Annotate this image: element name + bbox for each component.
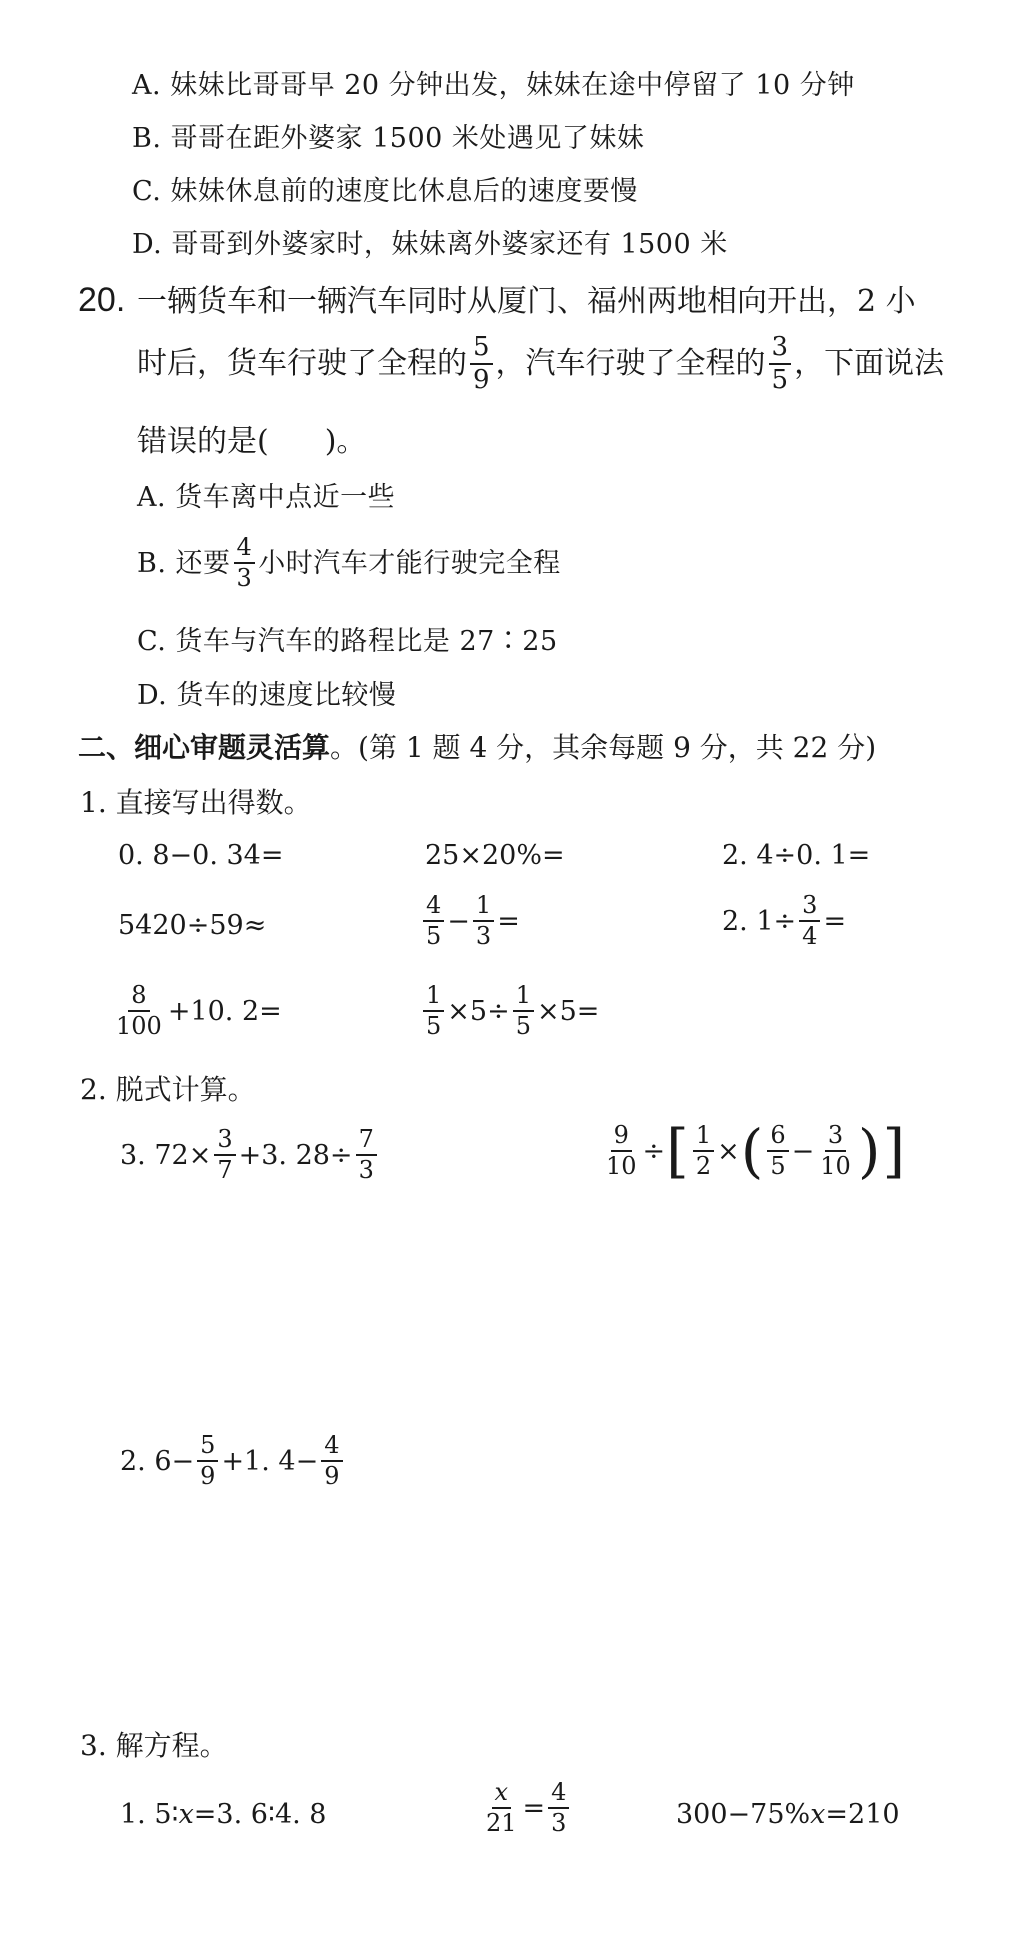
frac-denominator: 100 [116, 1012, 162, 1041]
fraction [113, 983, 165, 1039]
section-2-note: 。(第 1 题 4 分，其余每题 9 分，共 22 分) [330, 731, 877, 764]
q19-option-a: A. 妹妹比哥哥早 20 分钟出发，妹妹在途中停留了 10 分钟 [132, 70, 855, 101]
frac-denominator: 5 [771, 365, 789, 396]
fraction [767, 1120, 788, 1180]
frac-numerator: 1 [513, 983, 534, 1012]
equals: = [823, 905, 847, 937]
calc-7 [110, 983, 282, 1039]
calc-8 [420, 983, 599, 1039]
calc-10 [600, 1117, 906, 1185]
fraction [321, 1433, 342, 1489]
fraction [423, 983, 444, 1039]
calc-5 [420, 893, 520, 949]
expr-part: =210 [825, 1799, 900, 1830]
frac-denominator: 7 [217, 1156, 233, 1185]
expr-part: +1. 4− [221, 1445, 319, 1477]
part-2-title: 2. 脱式计算。 [80, 1073, 256, 1106]
equals: = [497, 905, 520, 937]
part-3-title: 3. 解方程。 [80, 1729, 228, 1762]
frac-denominator: 9 [200, 1462, 216, 1491]
calc-6 [722, 893, 846, 949]
q20-option-d: D. 货车的速度比较慢 [137, 680, 397, 711]
expr-part: =3. 6∶4. 8 [193, 1799, 327, 1830]
calc-11 [120, 1433, 346, 1489]
q19-option-b: B. 哥哥在距外婆家 1500 米处遇见了妹妹 [132, 123, 645, 154]
equation-2 [480, 1780, 572, 1836]
frac-numerator: 3 [769, 334, 792, 365]
frac-denominator: 5 [426, 1012, 442, 1041]
frac-numerator: 5 [470, 334, 493, 365]
frac-numerator: 3 [825, 1123, 846, 1152]
frac-denominator: 5 [770, 1152, 786, 1180]
frac-numerator: 5 [197, 1433, 218, 1462]
fraction [817, 1120, 854, 1180]
expr-part: 3. 72× [120, 1139, 212, 1171]
frac-denominator: 3 [236, 564, 253, 593]
frac-numerator: 4 [321, 1433, 342, 1462]
fraction [423, 893, 444, 949]
frac-denominator: 5 [426, 922, 442, 951]
frac-numerator: 6 [767, 1123, 788, 1152]
frac-denominator: 21 [486, 1809, 517, 1838]
frac-numerator: 7 [356, 1127, 377, 1156]
calc-3: 2. 4÷0. 1= [722, 840, 871, 871]
expr-part: 300−75% [676, 1799, 811, 1830]
q20-option-b-a: B. 还要 [137, 547, 231, 579]
fraction [513, 983, 534, 1039]
calc-2: 25×20%= [425, 840, 565, 871]
expr-middle: ×5÷ [447, 995, 510, 1027]
operator: ÷ [642, 1135, 666, 1167]
fraction [799, 893, 820, 949]
q20-line1: 一辆货车和一辆汽车同时从厦门、福州两地相向开出，2 小 [137, 284, 916, 319]
expr-part: +3. 28÷ [238, 1139, 353, 1171]
operator: × [717, 1135, 740, 1167]
calc-9 [120, 1127, 380, 1183]
frac-numerator: 1 [473, 893, 494, 922]
expr-part: 1. 5∶ [120, 1799, 179, 1830]
right-bracket: ] [882, 1117, 906, 1185]
q20-line2-c: ，下面说法 [794, 346, 945, 382]
q19-option-c: C. 妹妹休息前的速度比休息后的速度要慢 [132, 176, 638, 207]
frac-numerator: x [492, 1780, 512, 1809]
frac-numerator: 4 [548, 1780, 569, 1809]
equals: = [522, 1792, 546, 1824]
section-2-title: 二、细心审题灵活算 [78, 731, 331, 764]
fraction [483, 1780, 520, 1836]
fraction [603, 1120, 640, 1180]
frac-numerator: 9 [611, 1123, 632, 1152]
frac-denominator: 10 [606, 1152, 637, 1180]
q20-option-b-b: 小时汽车才能行驶完全程 [258, 547, 561, 579]
q20-number: 20. [78, 281, 126, 319]
q20-fraction-1 [470, 334, 493, 395]
variable-x: x [810, 1799, 826, 1830]
variable-x: x [178, 1799, 194, 1830]
left-paren: ( [740, 1117, 764, 1185]
fraction [197, 1433, 218, 1489]
frac-denominator: 4 [802, 922, 818, 951]
equation-3 [676, 1801, 900, 1828]
part-1-title: 1. 直接写出得数。 [80, 786, 312, 819]
q20-option-c: C. 货车与汽车的路程比是 27∶25 [137, 626, 558, 657]
q19-option-d: D. 哥哥到外婆家时，妹妹离外婆家还有 1500 米 [132, 229, 728, 260]
frac-numerator: 3 [799, 893, 820, 922]
frac-denominator: 3 [475, 922, 492, 951]
expr-part: 2. 6− [120, 1445, 195, 1477]
frac-numerator: 3 [214, 1127, 235, 1156]
q20-line2 [137, 334, 944, 395]
expr-suffix: +10. 2= [167, 995, 282, 1027]
frac-denominator: 10 [820, 1152, 851, 1180]
frac-denominator: 9 [324, 1462, 340, 1491]
fraction [473, 893, 494, 949]
frac-denominator: 5 [515, 1012, 531, 1041]
frac-denominator: 9 [473, 365, 490, 396]
frac-denominator: 3 [358, 1156, 374, 1185]
calc-4: 5420÷59≈ [118, 910, 267, 941]
expr-prefix: 2. 1÷ [722, 905, 797, 937]
frac-numerator: 4 [234, 535, 256, 564]
q20-option-b-fraction [234, 535, 256, 591]
frac-denominator: 2 [695, 1152, 712, 1180]
right-paren: ) [857, 1117, 881, 1185]
left-bracket: [ [666, 1117, 689, 1185]
equation-1 [120, 1801, 327, 1828]
frac-numerator: 1 [423, 983, 444, 1012]
q20-option-b [137, 535, 561, 591]
fraction [214, 1127, 235, 1183]
fraction [356, 1127, 377, 1183]
q20-line2-b: ，汽车行驶了全程的 [495, 346, 766, 382]
frac-numerator: 4 [423, 893, 444, 922]
expr-suffix: ×5= [537, 995, 600, 1027]
operator: − [447, 905, 470, 937]
section-2-header [78, 731, 877, 764]
frac-numerator: 1 [693, 1123, 714, 1152]
frac-denominator: 3 [551, 1809, 567, 1838]
q20-line2-a: 时后，货车行驶了全程的 [137, 346, 467, 382]
q20-line3-a: 错误的是( [137, 424, 269, 459]
q20-fraction-2 [769, 334, 792, 395]
q20-line3-b: )。 [324, 424, 367, 459]
fraction [693, 1120, 714, 1180]
frac-numerator: 8 [128, 983, 149, 1012]
q20-line3 [137, 424, 367, 459]
operator: − [791, 1135, 815, 1167]
q20-option-a: A. 货车离中点近一些 [137, 482, 396, 513]
fraction [548, 1780, 569, 1836]
calc-1: 0. 8−0. 34= [118, 840, 284, 871]
